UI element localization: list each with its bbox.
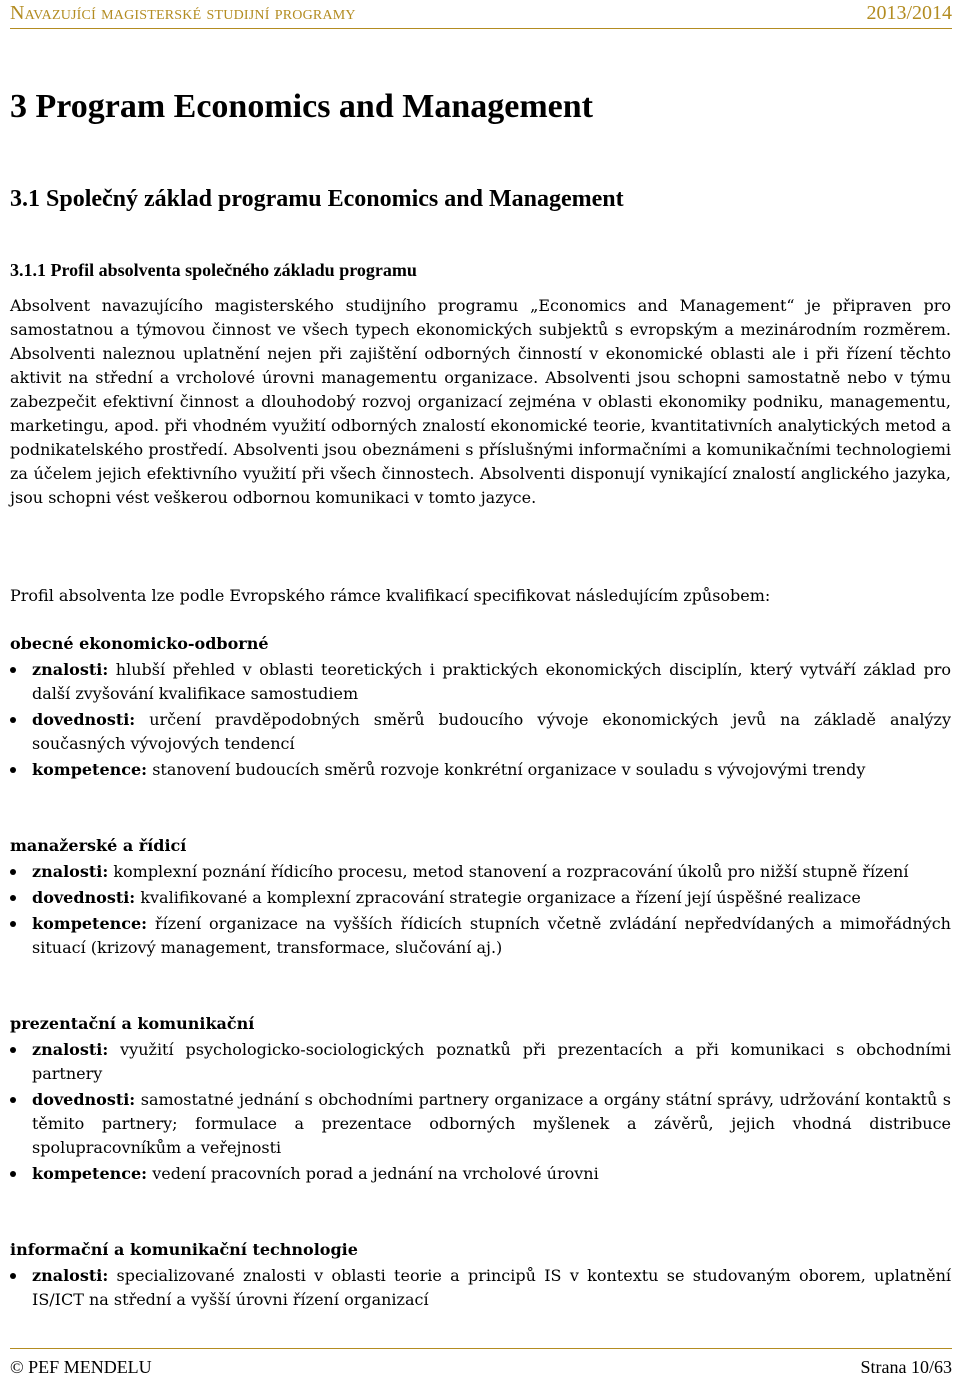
item-label: kompetence: [32, 1164, 148, 1183]
header-rule [10, 28, 952, 29]
bullet-icon [10, 895, 16, 901]
graduate-profile-paragraph: Absolvent navazujícího magisterského studijního programu „Economics and Management“ je připraven pro samostatnou a týmovou činnost ve všech typech ekonomických subjektů s evropským a mezinárodním rozměrem. Absolventi naleznou uplatnění nejen při zajištění odborných činností v ekonomické oblasti ale i při řízení těchto aktivit na střední a vrcholové úrovni managementu organizace. Absolventi jsou schopni samostatně nebo v týmu zabezpečit efektivní činnost a dlouhodobý rozvoj organizací zejména v oblasti ekonomiky podniku, managementu, marketingu, apod. při vhodném využití odborných znalostí ekonomické teorie, kvantitativních analytických metod a podnikatelského prostředí. Absolventi jsou obeznámeni s příslušnými informačními a komunikačními technologiemi za účelem jejich efektivního využití při všech činnostech. Absolventi disponují vynikající znalostí anglického jazyka, jsou schopni vést veškerou odbornou komunikaci v tomto jazyce. [10, 296, 951, 507]
section-general-economic [10, 632, 951, 784]
framework-intro: Profil absolventa lze podle Evropského rámce kvalifikací specifikovat následujícím způsobem: [10, 586, 771, 605]
list-item [10, 886, 951, 910]
item-label: dovednosti: [32, 888, 136, 907]
bullet-list [10, 860, 951, 960]
list-item [10, 912, 951, 960]
bullet-icon [10, 1273, 16, 1279]
header-program-title: Navazující magisterské studijní programy [10, 2, 356, 24]
bullet-list [10, 1038, 951, 1186]
list-item [10, 1264, 951, 1312]
bullet-icon [10, 1171, 16, 1177]
item-text: využití psychologicko-sociologických poznatků při prezentacích a při komunikaci s obchodními partnery [32, 1040, 951, 1083]
chapter-heading: 3 Program Economics and Management [10, 88, 593, 125]
running-header [0, 0, 960, 30]
section-heading: 3.1 Společný základ programu Economics and Management [10, 186, 624, 212]
page-number: Strana 10/63 [860, 1357, 952, 1377]
item-text: specializované znalosti v oblasti teorie a principů IS v kontextu se studovaným oborem, uplatnění IS/ICT na střední a vyšší úrovni řízení organizací [32, 1266, 951, 1309]
item-label: dovednosti: [32, 1090, 136, 1109]
bullet-list [10, 658, 951, 782]
item-text: vedení pracovních porad a jednání na vrcholové úrovni [152, 1164, 599, 1183]
item-label: znalosti: [32, 1266, 109, 1285]
header-academic-year: 2013/2014 [866, 2, 952, 24]
item-text: komplexní poznání řídicího procesu, metod stanovení a rozpracování úkolů pro nižší stupně řízení [113, 862, 909, 881]
item-label: znalosti: [32, 1040, 109, 1059]
bullet-icon [10, 1097, 16, 1103]
item-text: samostatné jednání s obchodními partnery organizace a orgány státní správy, udržování kontaktů s těmito partnery; formulace a prezentace odborných myšlenek a závěrů, jejich vhodná distribuce spolupracovníkům a veřejnosti [32, 1090, 951, 1157]
item-text: určení pravděpodobných směrů budoucího vývoje ekonomických jevů na základě analýzy současných vývojových tendencí [32, 710, 951, 753]
item-text: řízení organizace na vyšších řídicích stupních včetně zvládání nepředvídaných a mimořádných situací (krizový management, transformace, slučování aj.) [32, 914, 951, 957]
list-item [10, 860, 951, 884]
bullet-icon [10, 1047, 16, 1053]
item-label: znalosti: [32, 862, 109, 881]
section-managerial [10, 834, 951, 962]
item-text: hlubší přehled v oblasti teoretických i praktických ekonomických disciplín, který vytváří základ pro další zvyšování kvalifikace samostudiem [32, 660, 951, 703]
item-label: kompetence: [32, 760, 148, 779]
footer-rule [10, 1348, 952, 1349]
section-title: manažerské a řídicí [10, 836, 187, 855]
item-label: znalosti: [32, 660, 109, 679]
list-item [10, 1162, 951, 1186]
bullet-icon [10, 767, 16, 773]
bullet-icon [10, 869, 16, 875]
bullet-icon [10, 667, 16, 673]
list-item [10, 1038, 951, 1086]
section-title: informační a komunikační technologie [10, 1240, 358, 1259]
list-item [10, 1088, 951, 1160]
item-text: stanovení budoucích směrů rozvoje konkrétní organizace v souladu s vývojovými trendy [152, 760, 866, 779]
section-presentation [10, 1012, 951, 1188]
subsection-heading: 3.1.1 Profil absolventa společného základu programu [10, 260, 417, 280]
list-item [10, 758, 951, 782]
section-title: obecné ekonomicko-odborné [10, 634, 269, 653]
footer-copyright: © PEF MENDELU [10, 1357, 152, 1377]
item-text: kvalifikované a komplexní zpracování strategie organizace a řízení její úspěšné realizace [140, 888, 861, 907]
section-title: prezentační a komunikační [10, 1014, 255, 1033]
item-label: dovednosti: [32, 710, 136, 729]
bullet-list [10, 1264, 951, 1312]
item-label: kompetence: [32, 914, 148, 933]
list-item [10, 658, 951, 706]
bullet-icon [10, 717, 16, 723]
list-item [10, 708, 951, 756]
section-ict [10, 1238, 951, 1314]
bullet-icon [10, 921, 16, 927]
